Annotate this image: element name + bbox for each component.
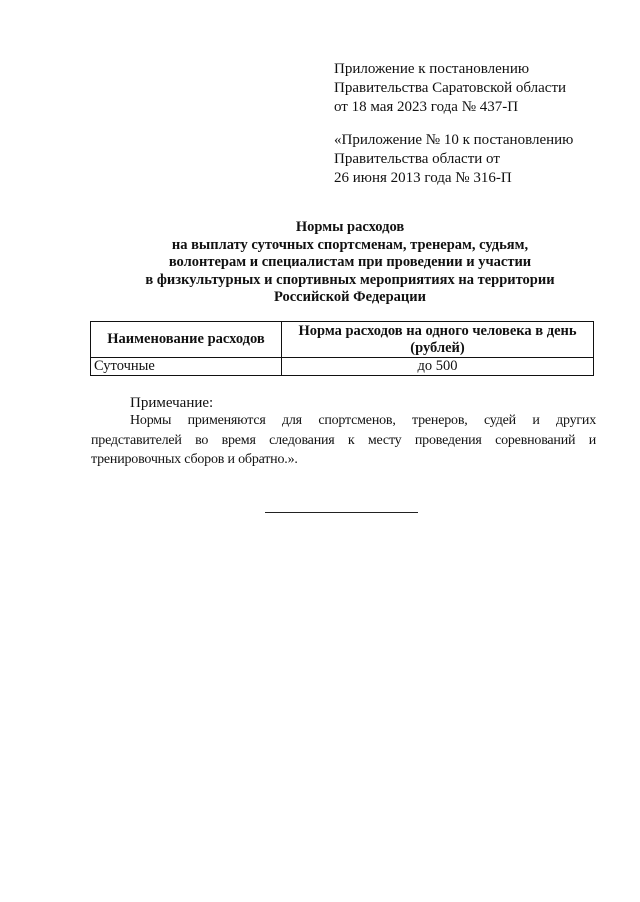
cell-expense-name: Суточные [91, 358, 282, 376]
appendix-header [334, 60, 624, 117]
column-header-norm: Норма расходов на одного человека в день (рублей) [282, 322, 594, 358]
appendix-header-line: Правительства Саратовской области [334, 80, 567, 96]
title-line: на выплату суточных спортсменам, тренерам, судьям, [171, 236, 529, 253]
note-label: Примечание: [130, 395, 214, 411]
table-header-row [91, 322, 594, 358]
title-line: Нормы расходов [295, 219, 405, 235]
column-header-expense-name: Наименование расходов [91, 322, 282, 358]
original-appendix-header [334, 131, 624, 188]
cell-norm-value: до 500 [282, 358, 594, 376]
table-row [91, 358, 594, 376]
note-text: Нормы применяются для спортсменов, тренеров, судей и других представителей во время следования к месту проведения соревнований и тренировочных сборов и обратно.». [91, 413, 596, 467]
document-title [60, 219, 640, 307]
title-line: в физкультурных и спортивных мероприятиях на территории [145, 271, 555, 288]
original-appendix-line: «Приложение № 10 к постановлению [334, 132, 574, 148]
title-line: волонтерам и специалистам при проведении и участии [168, 254, 532, 271]
norms-table [90, 321, 594, 376]
appendix-header-line: от 18 мая 2023 года № 437-П [334, 99, 519, 115]
closing-divider [265, 512, 418, 513]
original-appendix-line: 26 июня 2013 года № 316-П [334, 170, 512, 186]
title-line: Российской Федерации [273, 289, 426, 306]
original-appendix-line: Правительства области от [334, 151, 500, 167]
appendix-header-line: Приложение к постановлению [334, 61, 530, 77]
